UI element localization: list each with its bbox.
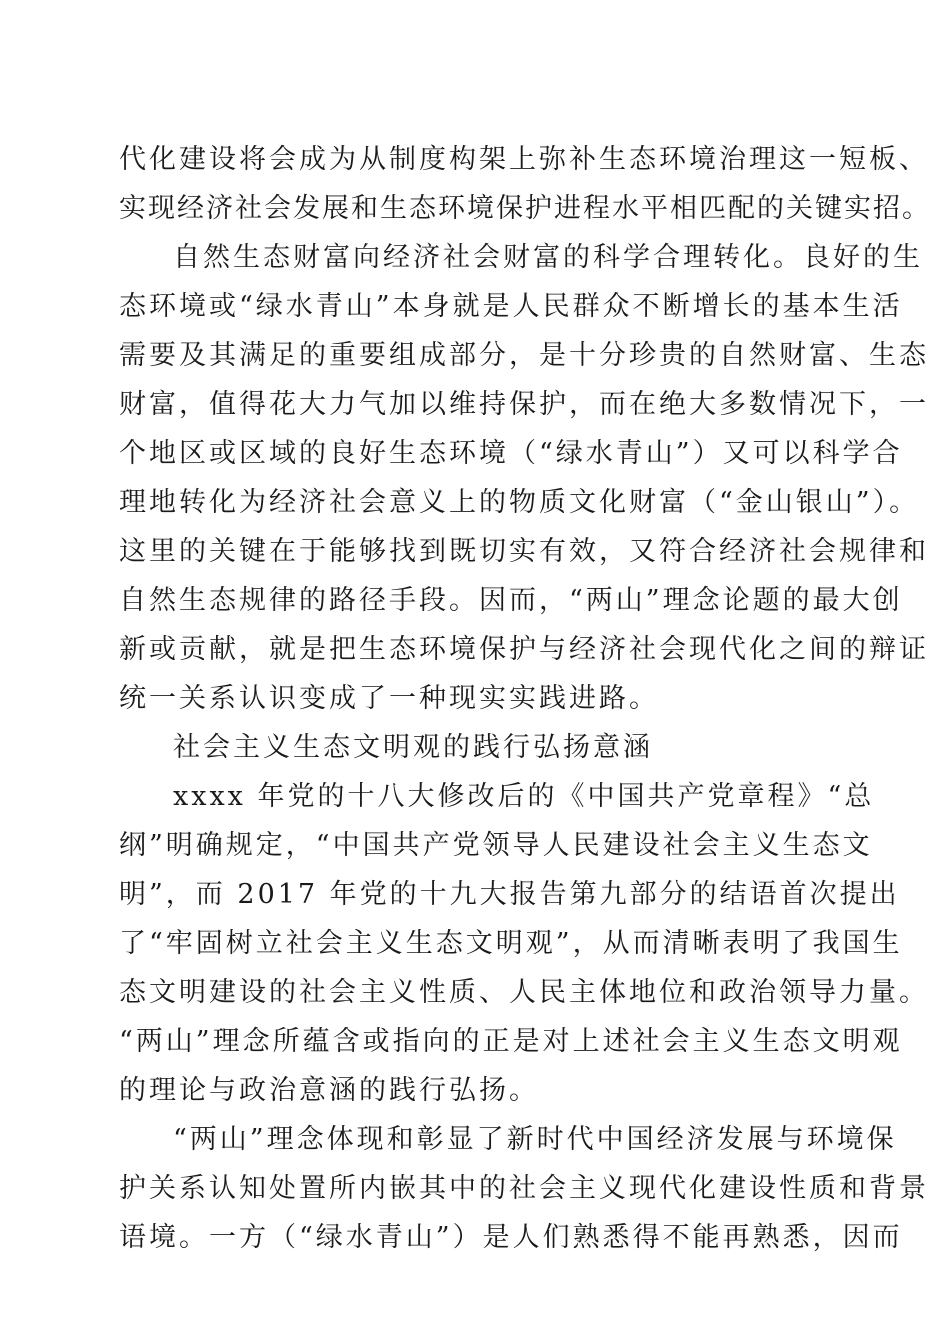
text-line: 统一关系认识变成了一种现实实践进路。 — [119, 683, 659, 714]
text-line: 护关系认知处置所内嵌其中的社会主义现代化建设性质和背景 — [119, 1173, 929, 1204]
text-line: “两山”理念所蕴含或指向的正是对上述社会主义生态文明观 — [119, 1026, 903, 1057]
paragraph-start-line: “两山”理念体现和彰显了新时代中国经济发展与环境保 — [173, 1124, 897, 1155]
text-line: 代化建设将会成为从制度构架上弥补生态环境治理这一短板、 — [119, 144, 929, 175]
text-line: 语境。一方（“绿水青山”）是人们熟悉得不能再熟悉，因而 — [119, 1222, 903, 1253]
text-line: 个地区或区域的良好生态环境（“绿水青山”）又可以科学合 — [119, 438, 903, 469]
text-line: 态环境或“绿水青山”本身就是人民群众不断增长的基本生活 — [119, 291, 903, 322]
text-line: 新或贡献，就是把生态环境保护与经济社会现代化之间的辩证 — [119, 634, 929, 665]
text-line: 纲”明确规定，“中国共产党领导人民建设社会主义生态文 — [119, 830, 873, 861]
paragraph-start-line: 自然生态财富向经济社会财富的科学合理转化。良好的生 — [173, 242, 923, 273]
text-line: 财富，值得花大力气加以维持保护，而在绝大多数情况下，一 — [119, 389, 929, 420]
section-heading: 社会主义生态文明观的践行弘扬意涵 — [173, 732, 653, 763]
text-line: 需要及其满足的重要组成部分，是十分珍贵的自然财富、生态 — [119, 340, 929, 371]
text-line: 理地转化为经济社会意义上的物质文化财富（“金山银山”）。 — [119, 487, 920, 518]
text-line: 了“牢固树立社会主义生态文明观”，从而清晰表明了我国生 — [119, 928, 903, 959]
paragraph-start-line: xxxx 年党的十八大修改后的《中国共产党章程》“总 — [173, 781, 875, 812]
text-line: 自然生态规律的路径手段。因而，“两山”理念论题的最大创 — [119, 585, 903, 616]
text-line: 实现经济社会发展和生态环境保护进程水平相匹配的关键实招。 — [119, 193, 931, 224]
text-line: 的理论与政治意涵的践行弘扬。 — [119, 1075, 539, 1106]
text-line: 这里的关键在于能够找到既切实有效，又符合经济社会规律和 — [119, 536, 929, 567]
text-line: 明”，而 2017 年党的十九大报告第九部分的结语首次提出 — [119, 879, 900, 910]
text-line: 态文明建设的社会主义性质、人民主体地位和政治领导力量。 — [119, 977, 929, 1008]
